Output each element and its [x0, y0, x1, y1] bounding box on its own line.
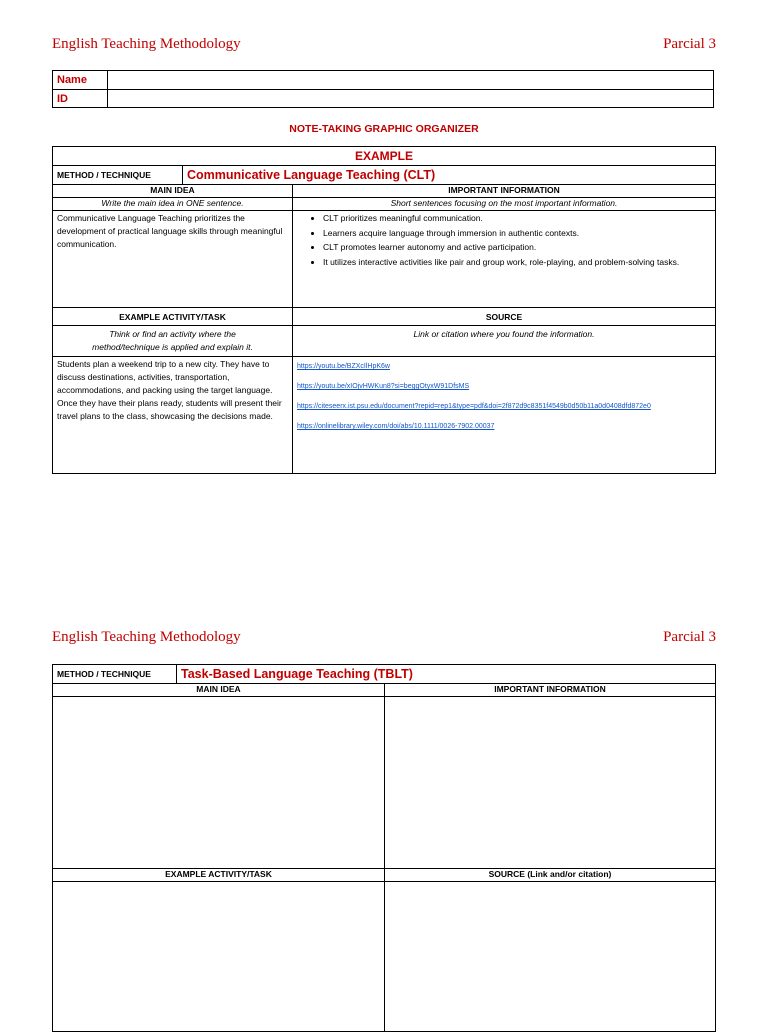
method-name: Communicative Language Teaching (CLT) — [183, 166, 716, 185]
activity-hint: Think or find an activity where the method/technique is applied and explain it. — [53, 326, 293, 357]
source-header: SOURCE — [293, 308, 716, 326]
tblt-method-name: Task-Based Language Teaching (TBLT) — [177, 665, 716, 684]
tblt-source-header: SOURCE (Link and/or citation) — [385, 869, 716, 882]
activity-text: Students plan a weekend trip to a new city. They have to discuss destinations, activities, transportation, accommodations, and packing using the target language. Once they have their plans ready, students will present their travel plans to the class, showcasing the decisions made. — [53, 357, 293, 474]
name-label: Name — [53, 71, 108, 90]
id-label: ID — [53, 90, 108, 108]
important-info-header: IMPORTANT INFORMATION — [293, 185, 716, 198]
example-organizer-table — [52, 146, 716, 474]
activity-header: EXAMPLE ACTIVITY/TASK — [53, 308, 293, 326]
id-field[interactable] — [108, 90, 714, 108]
source-link[interactable]: https://youtu.be/xIOjvHWKun8?si=beggOtyxW91DfsMS — [297, 383, 470, 390]
source-link[interactable]: https://youtu.be/BZXcIlHpK6w — [297, 363, 390, 370]
parcial-label: Parcial 3 — [663, 36, 716, 52]
tblt-organizer-table — [52, 664, 716, 1032]
organizer-title: NOTE-TAKING GRAPHIC ORGANIZER — [289, 123, 479, 135]
parcial-label-page2: Parcial 3 — [663, 629, 716, 645]
tblt-main-idea-field[interactable] — [53, 697, 385, 869]
example-banner: EXAMPLE — [53, 147, 716, 166]
list-item: • It utilizes interactive activities like pair and group work, role-playing, and problem-solving tasks. — [323, 256, 711, 269]
course-title-page2: English Teaching Methodology — [52, 629, 241, 645]
source-hint: Link or citation where you found the information. — [293, 326, 716, 357]
method-label: METHOD / TECHNIQUE — [53, 166, 183, 185]
main-idea-hint: Write the main idea in ONE sentence. — [53, 198, 293, 211]
tblt-important-info-field[interactable] — [385, 697, 716, 869]
list-item: • CLT promotes learner autonomy and active participation. — [323, 241, 711, 254]
important-info-list — [293, 211, 716, 308]
main-idea-header: MAIN IDEA — [53, 185, 293, 198]
source-link[interactable]: https://onlinelibrary.wiley.com/doi/abs/10.1111/0026-7902.00037 — [297, 423, 495, 430]
tblt-activity-field[interactable] — [53, 882, 385, 1032]
main-idea-text: Communicative Language Teaching prioritizes the development of practical language skills through meaningful communication. — [53, 211, 293, 308]
course-title: English Teaching Methodology — [52, 36, 241, 52]
list-item: • CLT prioritizes meaningful communication. — [323, 212, 711, 225]
list-item: • Learners acquire language through immersion in authentic contexts. — [323, 227, 711, 240]
name-field[interactable] — [108, 71, 714, 90]
important-info-hint: Short sentences focusing on the most important information. — [293, 198, 716, 211]
source-links — [293, 357, 716, 474]
tblt-method-label: METHOD / TECHNIQUE — [53, 665, 177, 684]
tblt-source-field[interactable] — [385, 882, 716, 1032]
student-info-table — [52, 70, 714, 108]
tblt-main-idea-header: MAIN IDEA — [53, 684, 385, 697]
tblt-important-info-header: IMPORTANT INFORMATION — [385, 684, 716, 697]
source-link[interactable]: https://citeseerx.ist.psu.edu/document?repid=rep1&type=pdf&doi=2f872d9c8351f4549b0d50b11a0d0408dfd872e0 — [297, 403, 651, 410]
tblt-activity-header: EXAMPLE ACTIVITY/TASK — [53, 869, 385, 882]
